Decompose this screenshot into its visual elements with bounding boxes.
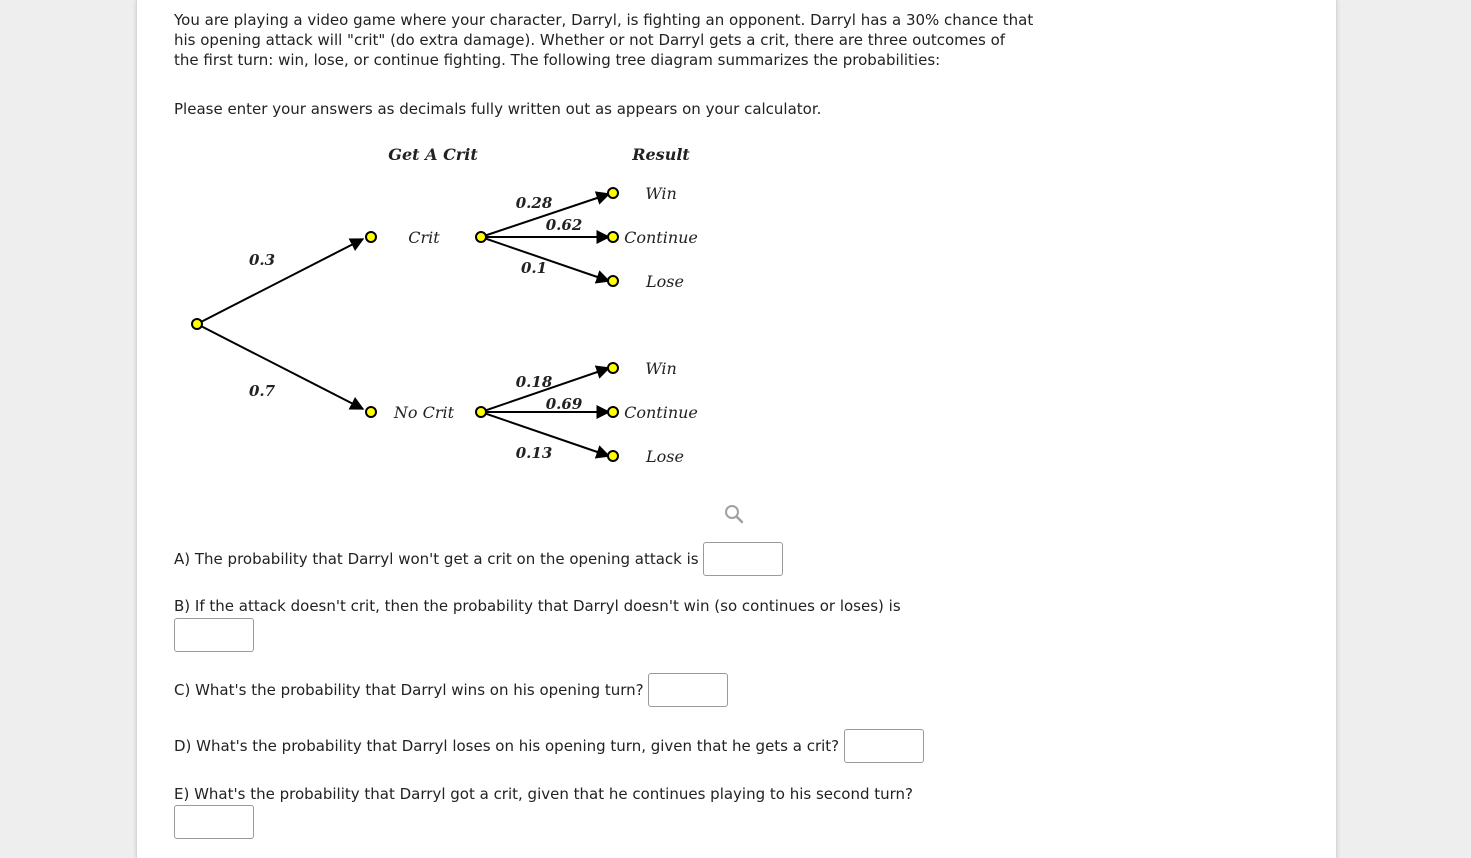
label-crit: Crit bbox=[408, 228, 440, 247]
node-crit-lose bbox=[608, 276, 618, 286]
node-nocrit-end bbox=[366, 407, 376, 417]
outcome-crit-lose: Lose bbox=[646, 272, 684, 291]
prob-no-crit: 0.7 bbox=[248, 382, 276, 400]
branch-no-crit bbox=[197, 324, 363, 409]
problem-intro: You are playing a video game where your character, Darryl, is fighting an opponent. Darryl has a 30% chance that his opening attack will "crit" (do extra damage). Whether or not Darryl gets a crit, there are three outcomes of the first turn: win, lose, or continue fighting. The following tree diagram summarizes the probabilities: bbox=[174, 11, 1034, 69]
prob-crit: 0.3 bbox=[248, 251, 276, 269]
answer-b-input[interactable] bbox=[174, 618, 254, 652]
node-crit-end bbox=[366, 232, 376, 242]
answer-c-input[interactable] bbox=[648, 673, 728, 707]
prob-nocrit-continue: 0.69 bbox=[545, 395, 583, 413]
question-d bbox=[174, 729, 924, 763]
answer-a-input[interactable] bbox=[703, 542, 783, 576]
node-nocrit-start bbox=[476, 407, 486, 417]
question-b-text: B) If the attack doesn't crit, then the probability that Darryl doesn't win (so continues or loses) is bbox=[174, 597, 901, 615]
outcome-crit-win: Win bbox=[645, 184, 677, 203]
outcome-crit-continue: Continue bbox=[624, 228, 698, 247]
header-get-a-crit: Get A Crit bbox=[388, 145, 478, 164]
question-c bbox=[174, 673, 728, 707]
answer-e-input[interactable] bbox=[174, 805, 254, 839]
answer-instructions: Please enter your answers as decimals fully written out as appears on your calculator. bbox=[174, 100, 822, 118]
question-a-text: A) The probability that Darryl won't get a crit on the opening attack is bbox=[174, 550, 699, 568]
node-nocrit-win bbox=[608, 363, 618, 373]
prob-crit-win: 0.28 bbox=[515, 194, 553, 212]
question-d-text: D) What's the probability that Darryl loses on his opening turn, given that he gets a crit? bbox=[174, 737, 840, 755]
node-crit-win bbox=[608, 188, 618, 198]
node-nocrit-continue bbox=[608, 407, 618, 417]
magnifier-icon[interactable] bbox=[723, 503, 745, 525]
node-crit-start bbox=[476, 232, 486, 242]
question-e-text: E) What's the probability that Darryl got a crit, given that he continues playing to his second turn? bbox=[174, 785, 913, 803]
prob-crit-continue: 0.62 bbox=[545, 216, 583, 234]
outcome-nocrit-continue: Continue bbox=[624, 403, 698, 422]
root-node bbox=[192, 319, 202, 329]
node-nocrit-lose bbox=[608, 451, 618, 461]
answer-d-input[interactable] bbox=[844, 729, 924, 763]
prob-nocrit-win: 0.18 bbox=[515, 373, 553, 391]
header-result: Result bbox=[632, 145, 690, 164]
prob-nocrit-lose: 0.13 bbox=[515, 444, 553, 462]
question-a bbox=[174, 542, 783, 576]
label-no-crit: No Crit bbox=[393, 403, 455, 422]
question-c-text: C) What's the probability that Darryl wins on his opening turn? bbox=[174, 681, 644, 699]
branch-crit bbox=[197, 239, 363, 324]
outcome-nocrit-lose: Lose bbox=[646, 447, 684, 466]
outcome-nocrit-win: Win bbox=[645, 359, 677, 378]
prob-crit-lose: 0.1 bbox=[520, 259, 548, 277]
node-crit-continue bbox=[608, 232, 618, 242]
